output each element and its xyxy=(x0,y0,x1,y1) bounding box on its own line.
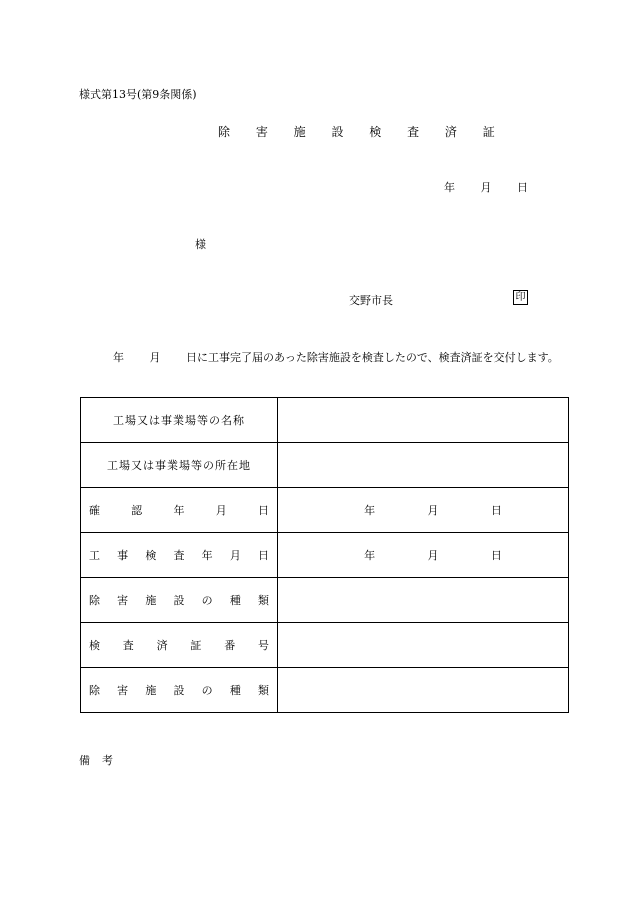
row-label-confirmation-date: 確 認 年 月 日 xyxy=(81,488,278,533)
table-row xyxy=(81,668,569,713)
table-row xyxy=(81,578,569,623)
row-label-inspection-date: 工 事 検 査 年 月 日 xyxy=(81,533,278,578)
issue-date-line: 年 月 日 xyxy=(444,181,528,194)
issuer-name: 交野市長 xyxy=(349,294,393,307)
row-label-facility-name: 工場又は事業場等の名称 xyxy=(81,398,278,443)
facility-type-field-2[interactable] xyxy=(278,668,569,713)
row-label-facility-type: 除 害 施 設 の 種 類 xyxy=(81,578,278,623)
seal-mark: 印 xyxy=(513,290,528,305)
table-row xyxy=(81,398,569,443)
facility-type-field[interactable] xyxy=(278,578,569,623)
body-text: 年 月 日に工事完了届のあった除害施設を検査したので、検査済証を交付します。 xyxy=(113,351,559,364)
document-title: 除 害 施 設 検 査 済 証 xyxy=(218,125,506,139)
year-label: 年 xyxy=(364,549,376,562)
row-label-certificate-number: 検 査 済 証 番 号 xyxy=(81,623,278,668)
certificate-number-field[interactable] xyxy=(278,623,569,668)
row-label-facility-type-2: 除 害 施 設 の 種 類 xyxy=(81,668,278,713)
facility-address-field[interactable] xyxy=(278,443,569,488)
confirmation-date-field[interactable] xyxy=(278,488,569,533)
table-row xyxy=(81,488,569,533)
day-label: 日 xyxy=(490,549,502,562)
remarks-heading: 備考 xyxy=(79,754,125,767)
row-label-facility-address: 工場又は事業場等の所在地 xyxy=(81,443,278,488)
form-number: 様式第13号(第9条関係) xyxy=(79,88,197,101)
table-row xyxy=(81,623,569,668)
table-row xyxy=(81,533,569,578)
inspection-detail-table xyxy=(80,397,569,713)
addressee-suffix: 様 xyxy=(195,238,206,251)
day-label: 日 xyxy=(490,504,502,517)
facility-name-field[interactable] xyxy=(278,398,569,443)
table-row xyxy=(81,443,569,488)
year-label: 年 xyxy=(364,504,376,517)
inspection-date-field[interactable] xyxy=(278,533,569,578)
month-label: 月 xyxy=(427,504,439,517)
month-label: 月 xyxy=(427,549,439,562)
